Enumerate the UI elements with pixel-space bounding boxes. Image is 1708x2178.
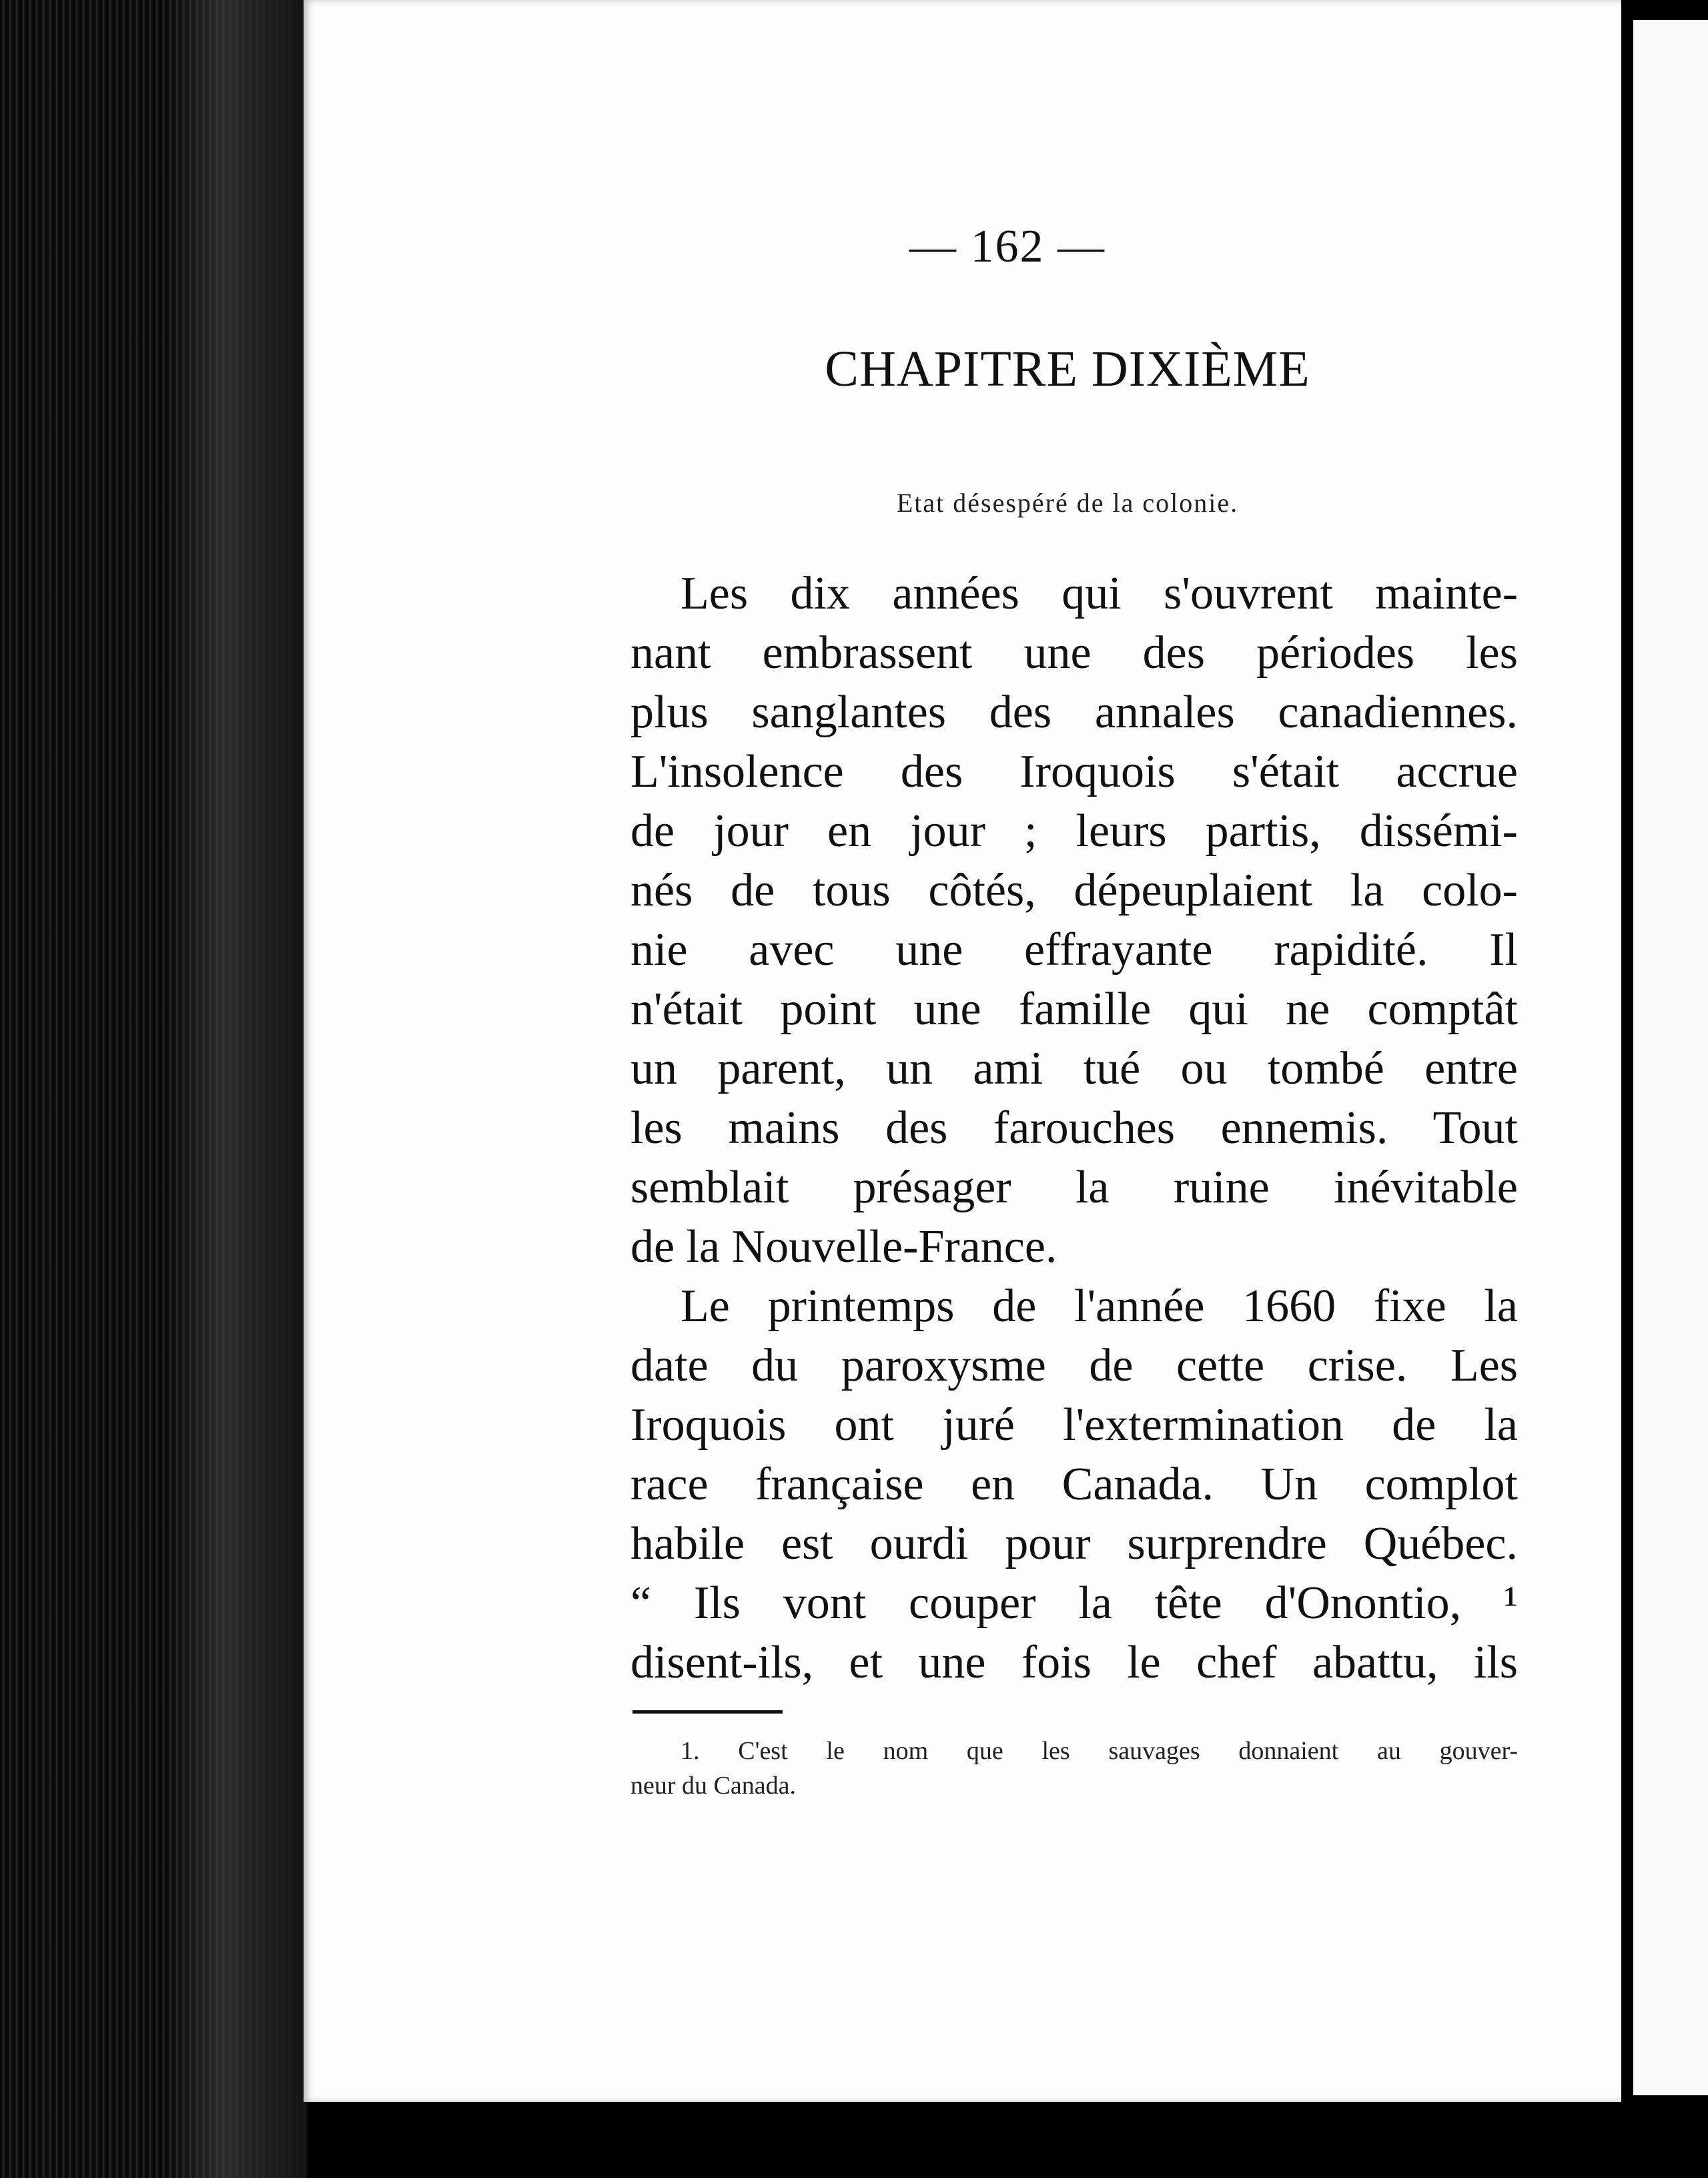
text-line: date du paroxysme de cette crise. Les	[630, 1340, 1518, 1391]
footnote	[630, 1734, 1518, 1803]
footnote-line: neur du Canada.	[630, 1772, 796, 1800]
text-line: disent-ils, et une fois le chef abattu, ils	[630, 1637, 1518, 1688]
footnote-line: 1. C'est le nom que les sauvages donnaient au gouver-	[681, 1737, 1518, 1765]
book-page-edges	[0, 0, 307, 2178]
text-line: nés de tous côtés, dépeuplaient la colo-	[630, 865, 1518, 916]
page-number: — 162 —	[909, 221, 1106, 272]
text-line: semblait présager la ruine inévitable	[630, 1162, 1518, 1213]
text-line: race française en Canada. Un complot	[630, 1459, 1518, 1510]
text-line: plus sanglantes des annales canadiennes.	[630, 687, 1518, 738]
text-line: Le printemps de l'année 1660 fixe la	[681, 1281, 1518, 1332]
text-line: L'insolence des Iroquois s'était accrue	[630, 746, 1518, 797]
footnote-divider	[632, 1710, 783, 1714]
facing-page-edge	[1633, 20, 1708, 2095]
text-line: de la Nouvelle-France.	[630, 1221, 1057, 1273]
body-text	[630, 564, 1518, 1692]
text-line: nant embrassent une des périodes les	[630, 627, 1518, 679]
chapter-subtitle: Etat désespéré de la colonie.	[896, 488, 1239, 518]
text-line: habile est ourdi pour surprendre Québec.	[630, 1518, 1518, 1569]
text-line: Iroquois ont juré l'extermination de la	[630, 1399, 1518, 1451]
text-line: un parent, un ami tué ou tombé entre	[630, 1043, 1518, 1094]
text-line: Les dix années qui s'ouvrent mainte-	[681, 568, 1518, 619]
text-line: les mains des farouches ennemis. Tout	[630, 1102, 1518, 1154]
text-line: de jour en jour ; leurs partis, dissémi-	[630, 805, 1518, 857]
text-line: n'était point une famille qui ne comptât	[630, 984, 1518, 1035]
text-line: “ Ils vont couper la tête d'Onontio, ¹	[630, 1577, 1518, 1629]
text-line: nie avec une effrayante rapidité. Il	[630, 924, 1518, 976]
chapter-title: CHAPITRE DIXIÈME	[825, 341, 1310, 397]
